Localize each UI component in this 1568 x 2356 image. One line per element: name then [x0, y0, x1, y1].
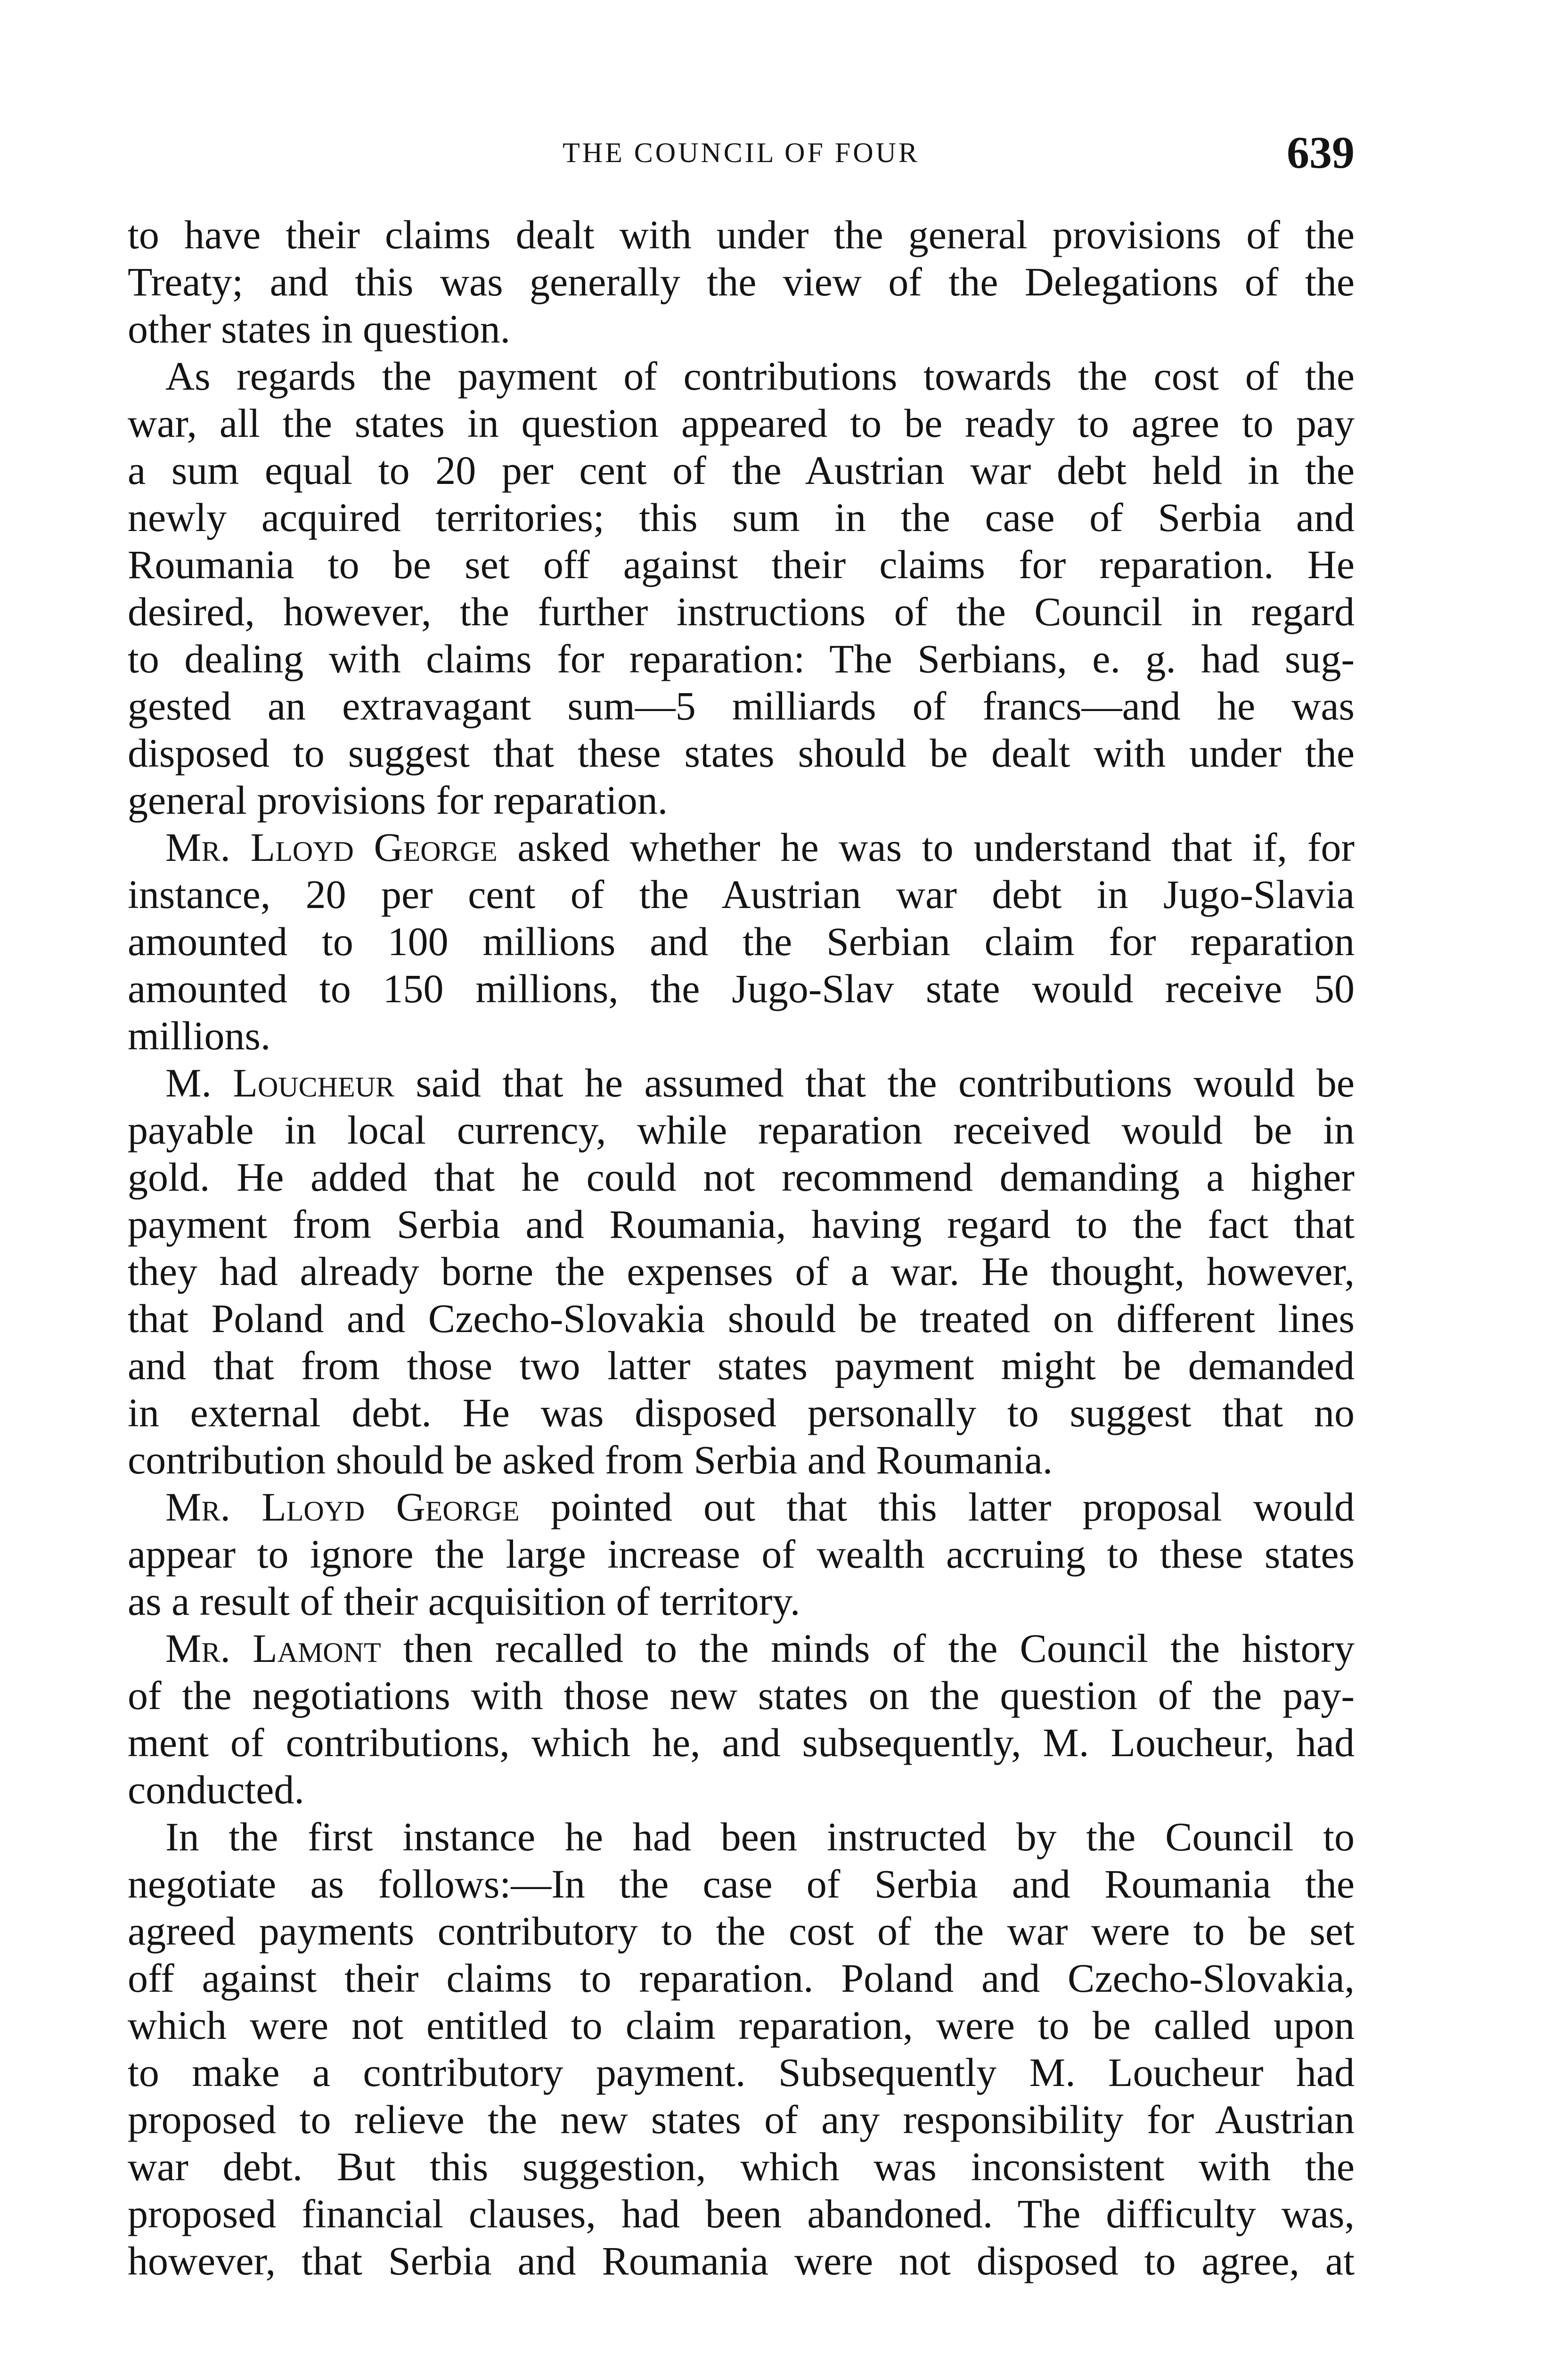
paragraph	[128, 211, 1355, 352]
running-head	[128, 126, 1355, 178]
text-line: payment from Serbia and Roumania, having regard to the fact that	[128, 1202, 1355, 1247]
text-line: however, that Serbia and Roumania were not disposed to agree, at	[128, 2238, 1355, 2283]
running-title: THE COUNCIL OF FOUR	[563, 137, 920, 168]
text-line: proposed to relieve the new states of any responsibility for Austrian	[128, 2097, 1355, 2142]
speaker-name: M. Loucheur	[165, 1060, 394, 1105]
text-line-rest: pointed out that this latter proposal would	[519, 1484, 1355, 1530]
text-line: payable in local currency, while reparation received would be in	[128, 1107, 1355, 1153]
text-line: Treaty; and this was generally the view of the Delegations of the	[128, 259, 1355, 304]
text-line: millions.	[128, 1013, 271, 1058]
text-line: off against their claims to reparation. Poland and Czecho-Slovakia,	[128, 1955, 1355, 2001]
text-line: amounted to 100 millions and the Serbian claim for reparation	[128, 919, 1355, 964]
text-line-rest: asked whether he was to understand that if, for	[497, 825, 1355, 870]
text-line: general provisions for reparation.	[128, 777, 668, 823]
text-line: ment of contributions, which he, and subsequently, M. Loucheur, had	[128, 1720, 1355, 1765]
paragraph	[128, 1813, 1355, 2284]
speaker-name: Mr. Lloyd George	[165, 825, 498, 870]
text-line: other states in question.	[128, 306, 511, 352]
text-line: to have their claims dealt with under the general provisions of the	[128, 212, 1355, 257]
text-line: newly acquired territories; this sum in the case of Serbia and	[128, 495, 1355, 540]
text-line: of the negotiations with those new states on the question of the pay-	[128, 1673, 1355, 1718]
text-line	[128, 1059, 1355, 1106]
text-line-rest: said that he assumed that the contributions would be	[394, 1060, 1355, 1105]
paragraph	[128, 824, 1355, 1059]
paragraph	[128, 1059, 1355, 1483]
text-line-rest: then recalled to the minds of the Council the history	[381, 1626, 1355, 1671]
text-line: to dealing with claims for reparation: The Serbians, e. g. had sug-	[128, 636, 1355, 681]
text-line: negotiate as follows:—In the case of Serbia and Roumania the	[128, 1861, 1355, 1906]
text-line: amounted to 150 millions, the Jugo-Slav state would receive 50	[128, 966, 1355, 1011]
text-line: and that from those two latter states payment might be demanded	[128, 1343, 1355, 1388]
text-line: In the first instance he had been instructed by the Council to	[165, 1814, 1355, 1859]
speaker-name: Mr. Lamont	[165, 1626, 381, 1671]
text-line: desired, however, the further instructions of the Council in regard	[128, 589, 1355, 634]
text-line: that Poland and Czecho-Slovakia should be treated on different lines	[128, 1296, 1355, 1341]
speaker-name: Mr. Lloyd George	[165, 1484, 520, 1530]
text-line: gold. He added that he could not recommend demanding a higher	[128, 1154, 1355, 1200]
text-line	[128, 1625, 1355, 1672]
text-line: agreed payments contributory to the cost of the war were to be set	[128, 1908, 1355, 1954]
text-line: appear to ignore the large increase of wealth accruing to these states	[128, 1531, 1355, 1577]
text-line: contribution should be asked from Serbia and Roumania.	[128, 1437, 1053, 1482]
text-line: proposed financial clauses, had been abandoned. The difficulty was,	[128, 2191, 1355, 2236]
text-line: instance, 20 per cent of the Austrian war debt in Jugo-Slavia	[128, 872, 1355, 917]
text-line: gested an extravagant sum—5 milliards of francs—and he was	[128, 683, 1355, 728]
body-text	[128, 211, 1355, 2284]
text-line: Roumania to be set off against their claims for reparation. He	[128, 542, 1355, 587]
text-line: as a result of their acquisition of territory.	[128, 1579, 800, 1624]
page-number: 639	[1287, 127, 1355, 178]
text-line	[128, 1483, 1355, 1530]
text-line	[128, 824, 1355, 871]
text-line: As regards the payment of contributions towards the cost of the	[165, 353, 1355, 399]
paragraph	[128, 352, 1355, 824]
text-line: a sum equal to 20 per cent of the Austrian war debt held in the	[128, 448, 1355, 493]
text-line: they had already borne the expenses of a war. He thought, however,	[128, 1249, 1355, 1294]
text-line: war, all the states in question appeared to be ready to agree to pay	[128, 401, 1355, 446]
paragraph	[128, 1625, 1355, 1813]
text-line: which were not entitled to claim reparation, were to be called upon	[128, 2003, 1355, 2048]
text-line: in external debt. He was disposed personally to suggest that no	[128, 1390, 1355, 1435]
paragraph	[128, 1483, 1355, 1625]
text-line: disposed to suggest that these states should be dealt with under the	[128, 730, 1355, 776]
text-line: conducted.	[128, 1767, 304, 1812]
text-line: war debt. But this suggestion, which was inconsistent with the	[128, 2144, 1355, 2189]
text-line: to make a contributory payment. Subsequently M. Loucheur had	[128, 2050, 1355, 2095]
